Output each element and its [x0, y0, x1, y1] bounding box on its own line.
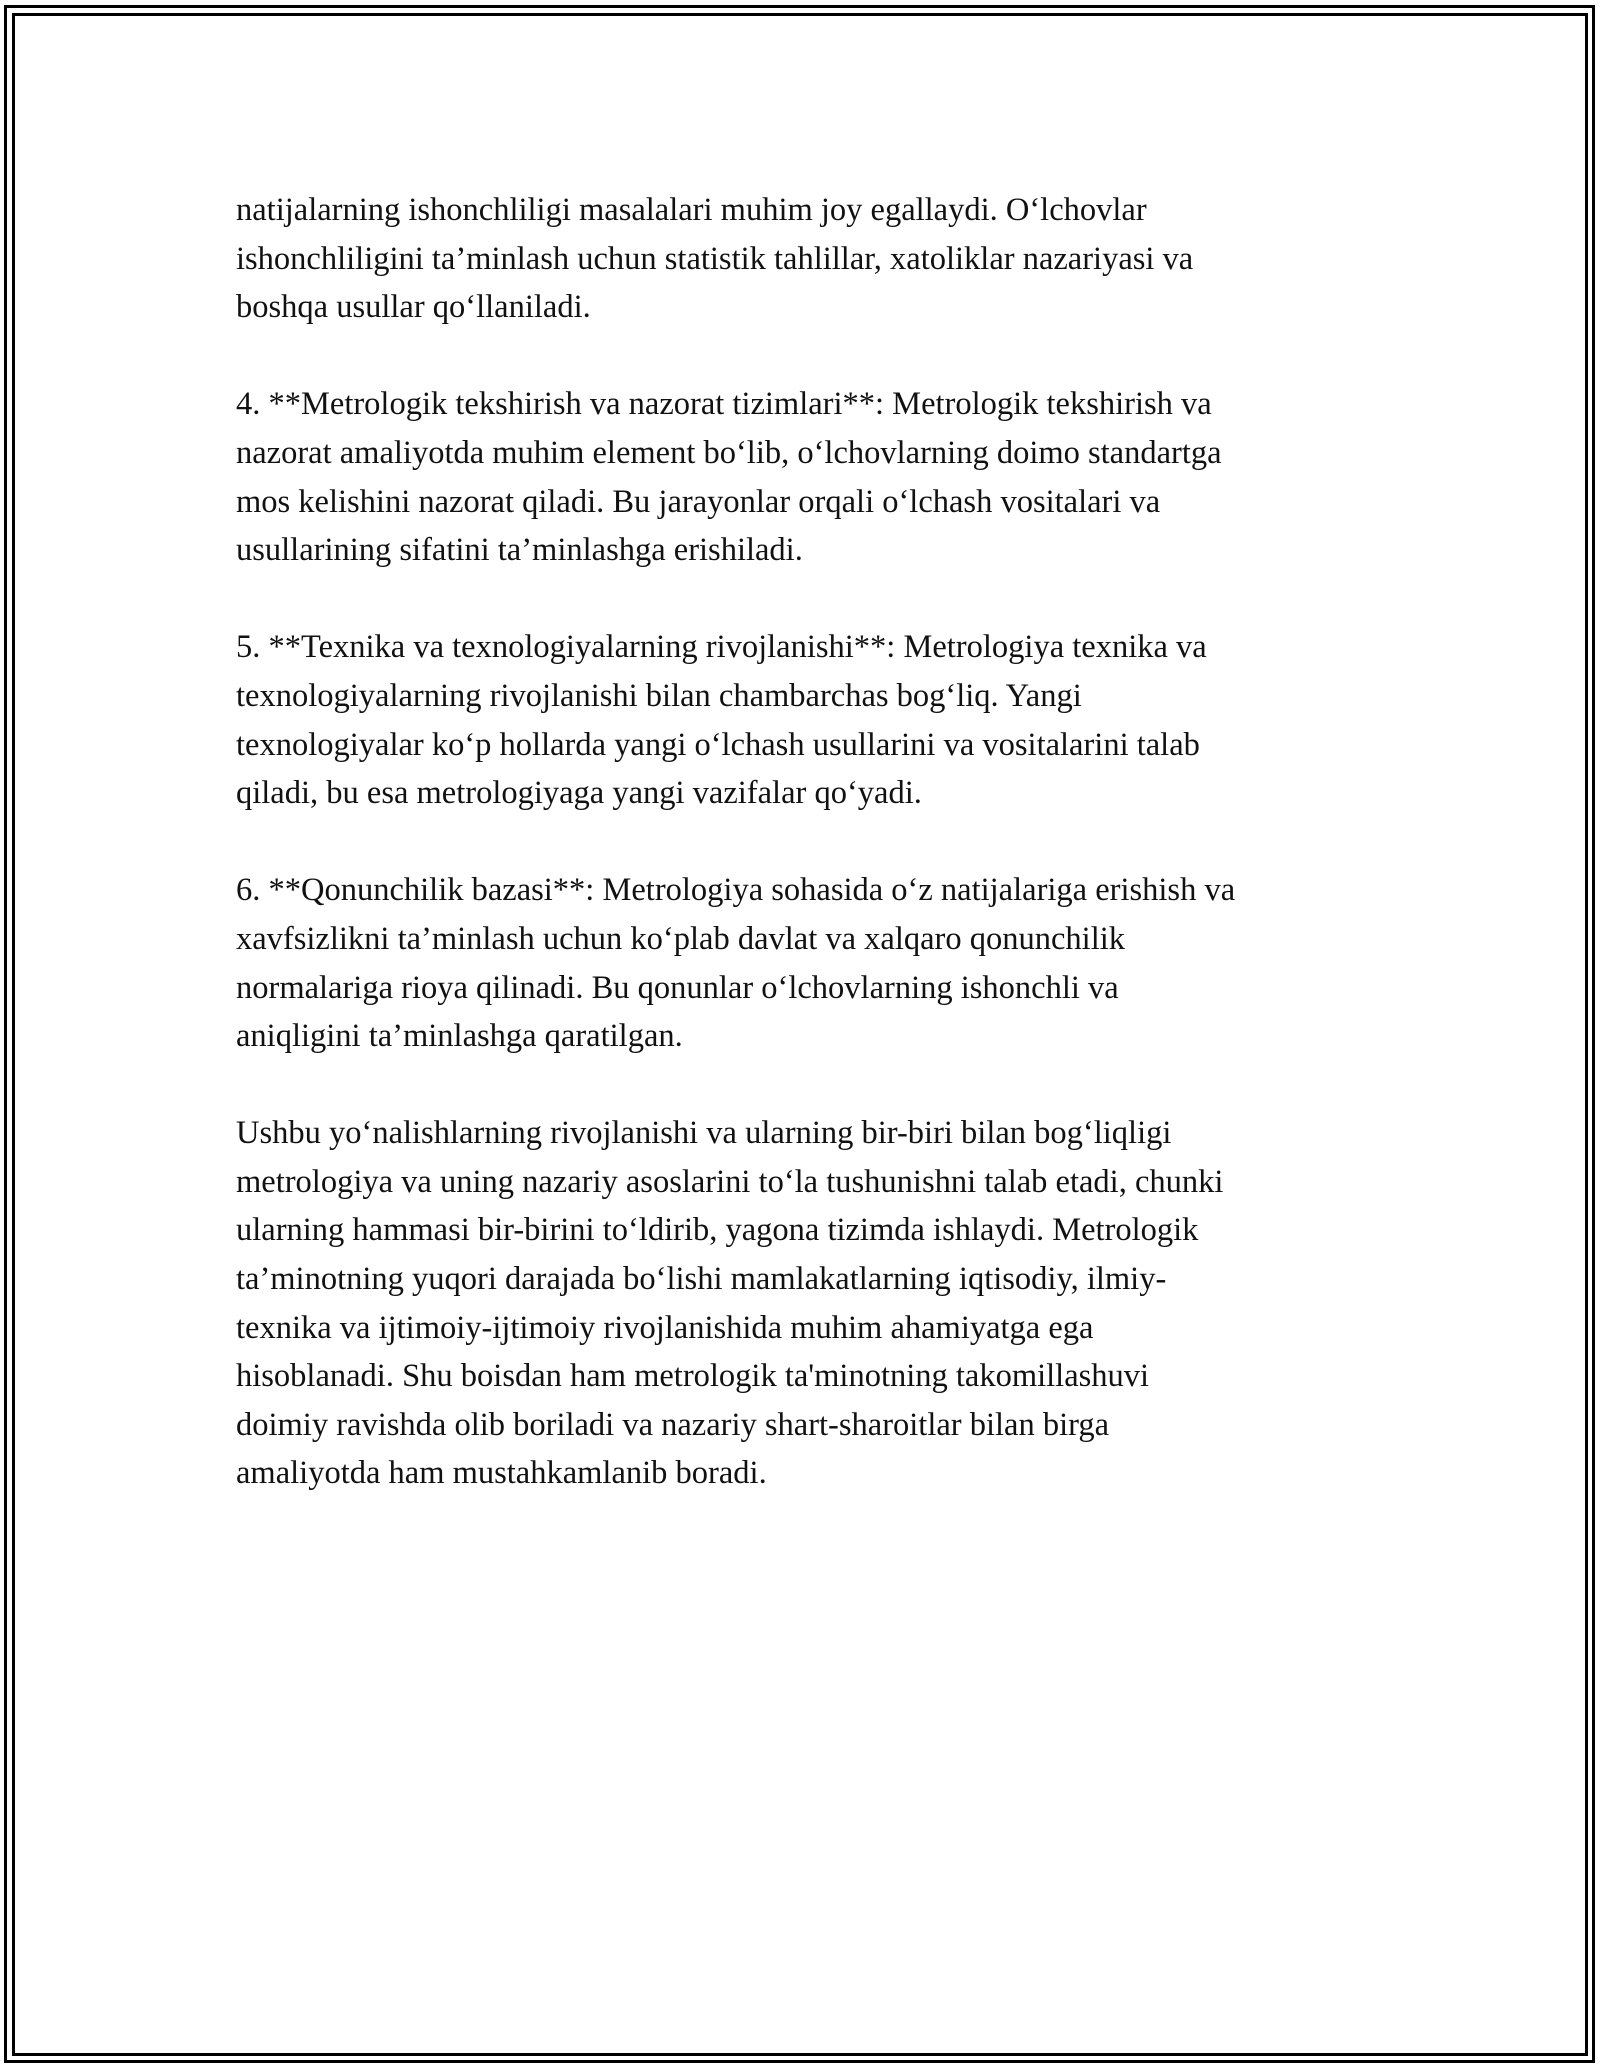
paragraph-conclusion: Ushbu yo‘nalishlarning rivojlanishi va ularning bir-biri bilan bog‘liqligi metrologiya va uning nazariy asoslarini to‘la tushunishni talab etadi, chunki ularning hammasi bir-birini to‘ldirib, yagona tizimda ishlaydi. Metrologik ta’minotning yuqori darajada bo‘lishi mamlakatlarning iqtisodiy, ilmiy- texnika va ijtimoiy-ijtimoiy rivojlanishida muhim ahamiyatga ega hisoblanadi. Shu boisdan ham metrologik ta'minotning takomillashuvi doimiy ravishda olib boriladi va nazariy shart-sharoitlar bilan birga amaliyotda ham mustahkamlanib boradi. [236, 1115, 1224, 1492]
paragraph-item-5: 5. **Texnika va texnologiyalarning rivojlanishi**: Metrologiya texnika va texnologiyalarning rivojlanishi bilan chambarchas bog‘liq. Yangi texnologiyalar ko‘p hollarda yangi o‘lchash usullarini va vositalarini talab qiladi, bu esa metrologiyaga yangi vazifalar qo‘yadi. [236, 629, 1207, 812]
paragraph-item-4: 4. **Metrologik tekshirish va nazorat tizimlari**: Metrologik tekshirish va nazorat amaliyotda muhim element bo‘lib, o‘lchovlarning doimo standartga mos kelishini nazorat qiladi. Bu jarayonlar orqali o‘lchash vositalari va usullarining sifatini ta’minlashga erishiladi. [236, 386, 1222, 569]
document-body [236, 186, 1386, 1547]
paragraph-item-6: 6. **Qonunchilik bazasi**: Metrologiya sohasida o‘z natijalariga erishish va xavfsizlikni ta’minlash uchun ko‘plab davlat va xalqaro qonunchilik normalariga rioya qilinadi. Bu qonunlar o‘lchovlarning ishonchli va aniqligini ta’minlashga qaratilgan. [236, 872, 1236, 1055]
paragraph-continuation: natijalarning ishonchliligi masalalari muhim joy egallaydi. O‘lchovlar ishonchliligini ta’minlash uchun statistik tahlillar, xatoliklar nazariyasi va boshqa usullar qo‘llaniladi. [236, 192, 1194, 326]
